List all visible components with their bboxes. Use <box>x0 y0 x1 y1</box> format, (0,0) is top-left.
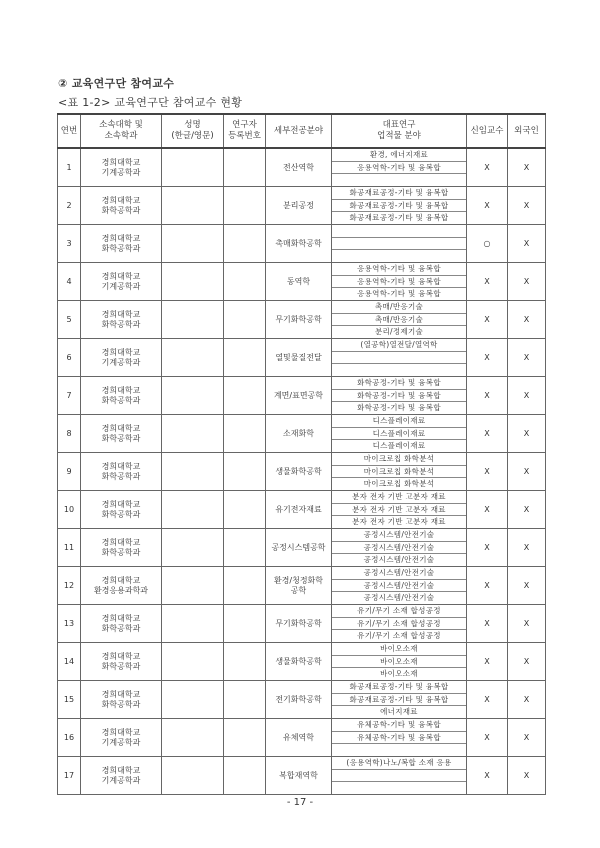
row-reg-number <box>224 339 266 377</box>
row-field: 공정시스템공학 <box>266 529 332 567</box>
row-field: 무기화학공학 <box>266 301 332 339</box>
row-new-professor: X <box>467 643 508 681</box>
research-field-line: 분자 전자 기반 고분자 재료 <box>352 517 446 527</box>
research-field-line: 화학공정-기타 및 융복합 <box>332 390 466 403</box>
research-field-line: (열공학)열전달/열역학 <box>332 339 466 352</box>
research-field-line: 마이크로칩 화학분석 <box>332 453 466 466</box>
row-department: 화학공학과 <box>101 205 141 215</box>
row-dept <box>81 187 162 225</box>
table-row <box>58 453 546 491</box>
row-university: 경희대학교 <box>101 233 141 243</box>
row-new-professor: X <box>467 719 508 757</box>
row-name <box>162 605 224 643</box>
row-foreigner: X <box>508 187 546 225</box>
row-foreigner: X <box>508 339 546 377</box>
research-field-line: 환경, 에너지재료 <box>332 149 466 162</box>
row-university: 경희대학교 <box>101 195 141 205</box>
research-field-line <box>332 174 466 186</box>
row-foreigner: X <box>508 491 546 529</box>
row-dept <box>81 681 162 719</box>
row-new-professor: X <box>467 491 508 529</box>
row-foreigner: X <box>508 567 546 605</box>
row-dept <box>81 415 162 453</box>
row-research <box>332 605 467 643</box>
row-research <box>332 187 467 225</box>
row-foreigner: X <box>508 529 546 567</box>
row-department: 화학공학과 <box>101 471 141 481</box>
row-new-professor: X <box>467 415 508 453</box>
row-name <box>162 187 224 225</box>
row-dept <box>81 339 162 377</box>
research-field-line: 공정시스템/안전기술 <box>363 593 435 603</box>
row-university: 경희대학교 <box>101 461 141 471</box>
row-dept <box>81 567 162 605</box>
row-research <box>332 719 467 757</box>
row-name <box>162 719 224 757</box>
row-field: 유기전자재료 <box>266 491 332 529</box>
research-field-line: 화학공정-기타 및 융복합 <box>332 377 466 390</box>
header-dept-line1: 소속대학 및 <box>99 120 143 131</box>
table-header-row <box>58 114 546 148</box>
research-field-line: 공정시스템/안전기술 <box>363 555 435 565</box>
research-field-line <box>332 770 466 783</box>
research-field-line: 촉매/반응기술 <box>332 301 466 314</box>
row-department: 기계공학과 <box>101 167 141 177</box>
row-department: 기계공학과 <box>101 357 141 367</box>
table-row <box>58 529 546 567</box>
research-field-line: 공정시스템/안전기술 <box>332 529 466 542</box>
row-new-professor: X <box>467 453 508 491</box>
row-foreigner: X <box>508 415 546 453</box>
table-row <box>58 301 546 339</box>
row-name <box>162 757 224 795</box>
table-row <box>58 643 546 681</box>
header-name <box>162 114 224 148</box>
research-field-line: 마이크로칩 화학분석 <box>332 466 466 479</box>
table-row <box>58 187 546 225</box>
header-foreign: 외국인 <box>508 114 546 148</box>
row-dept <box>81 148 162 187</box>
research-field-line: 촉매/반응기술 <box>332 314 466 327</box>
row-number: 12 <box>58 567 81 605</box>
table-row <box>58 339 546 377</box>
row-name <box>162 339 224 377</box>
table-row <box>58 225 546 263</box>
header-reg-line2: 등록번호 <box>228 131 261 141</box>
row-new-professor: X <box>467 605 508 643</box>
row-new-professor: X <box>467 757 508 795</box>
research-field-line <box>332 238 466 251</box>
research-field-line <box>332 250 466 262</box>
row-department: 화학공학과 <box>101 509 141 519</box>
header-new: 신임교수 <box>467 114 508 148</box>
row-number: 11 <box>58 529 81 567</box>
row-reg-number <box>224 415 266 453</box>
header-research <box>332 114 467 148</box>
research-field-line: 화공재료공정-기타 및 융복합 <box>332 187 466 200</box>
row-university: 경희대학교 <box>101 423 141 433</box>
research-field-line: 유기/무기 소재 합성공정 <box>332 618 466 631</box>
row-university: 경희대학교 <box>101 727 141 737</box>
row-research <box>332 491 467 529</box>
row-field: 열및물질전달 <box>266 339 332 377</box>
row-dept <box>81 301 162 339</box>
row-new-professor: X <box>467 339 508 377</box>
row-research <box>332 415 467 453</box>
row-university: 경희대학교 <box>101 347 141 357</box>
row-reg-number <box>224 187 266 225</box>
header-research-line1: 대표연구 <box>382 120 416 131</box>
research-field-line: 에너지재료 <box>380 707 418 717</box>
row-research <box>332 377 467 415</box>
header-research-line2: 업적물 분야 <box>377 131 421 141</box>
header-reg-line1: 연구자 <box>232 120 257 131</box>
row-new-professor: X <box>467 148 508 187</box>
row-number: 6 <box>58 339 81 377</box>
row-new-professor: X <box>467 681 508 719</box>
row-number: 4 <box>58 263 81 301</box>
row-name <box>162 225 224 263</box>
row-field: 소재화학 <box>266 415 332 453</box>
row-name <box>162 377 224 415</box>
research-field-line: 공정시스템/안전기술 <box>332 542 466 555</box>
row-dept <box>81 643 162 681</box>
page-number: - 17 - <box>286 797 314 808</box>
research-field-line: 응용역학-기타 및 융복합 <box>332 276 466 289</box>
table-caption: <표 1-2> 교육연구단 참여교수 현황 <box>58 96 243 109</box>
row-foreigner: X <box>508 453 546 491</box>
row-name <box>162 301 224 339</box>
row-foreigner: X <box>508 301 546 339</box>
row-reg-number <box>224 529 266 567</box>
row-university: 경희대학교 <box>101 157 141 167</box>
research-field-line: 유기/무기 소재 합성공정 <box>332 605 466 618</box>
row-new-professor: X <box>467 301 508 339</box>
row-reg-number <box>224 491 266 529</box>
row-reg-number <box>224 377 266 415</box>
row-dept <box>81 529 162 567</box>
row-dept <box>81 757 162 795</box>
row-department: 기계공학과 <box>101 281 141 291</box>
row-name <box>162 643 224 681</box>
research-field-line: 디스플레이재료 <box>372 441 426 451</box>
row-field: 촉매화학공학 <box>266 225 332 263</box>
header-field: 세부전공분야 <box>266 114 332 148</box>
row-foreigner: X <box>508 148 546 187</box>
row-university: 경희대학교 <box>101 575 141 585</box>
row-field: 분리공정 <box>266 187 332 225</box>
research-field-line <box>332 744 466 756</box>
row-field: 생물화학공학 <box>266 453 332 491</box>
research-field-line: 바이오소재 <box>380 669 418 679</box>
row-dept <box>81 491 162 529</box>
table-row <box>58 263 546 301</box>
row-research <box>332 225 467 263</box>
row-reg-number <box>224 719 266 757</box>
row-department: 화학공학과 <box>101 623 141 633</box>
research-field-line: 디스플레이재료 <box>332 428 466 441</box>
table-row <box>58 681 546 719</box>
row-new-professor: X <box>467 377 508 415</box>
row-reg-number <box>224 757 266 795</box>
table-row <box>58 719 546 757</box>
row-new-professor: X <box>467 263 508 301</box>
row-university: 경희대학교 <box>101 271 141 281</box>
row-research <box>332 567 467 605</box>
row-number: 7 <box>58 377 81 415</box>
row-field: 동역학 <box>266 263 332 301</box>
row-department: 환경응용과학과 <box>93 585 149 595</box>
research-field-line: 마이크로칩 화학분석 <box>363 479 435 489</box>
row-new-professor: X <box>467 187 508 225</box>
row-foreigner: X <box>508 263 546 301</box>
row-foreigner: X <box>508 681 546 719</box>
row-field: 유체역학 <box>266 719 332 757</box>
row-university: 경희대학교 <box>101 765 141 775</box>
row-research <box>332 681 467 719</box>
row-reg-number <box>224 643 266 681</box>
row-dept <box>81 605 162 643</box>
row-number: 10 <box>58 491 81 529</box>
row-number: 2 <box>58 187 81 225</box>
row-number: 14 <box>58 643 81 681</box>
row-reg-number <box>224 301 266 339</box>
row-new-professor: X <box>467 567 508 605</box>
research-field-line: 바이오소재 <box>332 643 466 656</box>
row-field: 무기화학공학 <box>266 605 332 643</box>
table-row <box>58 148 546 187</box>
row-department: 화학공학과 <box>101 547 141 557</box>
row-number: 15 <box>58 681 81 719</box>
research-field-line: 공정시스템/안전기술 <box>332 567 466 580</box>
row-reg-number <box>224 567 266 605</box>
row-reg-number <box>224 605 266 643</box>
row-research <box>332 339 467 377</box>
research-field-line: 분리/정제기술 <box>374 327 424 337</box>
row-university: 경희대학교 <box>101 309 141 319</box>
table-row <box>58 567 546 605</box>
row-foreigner: X <box>508 377 546 415</box>
row-number: 8 <box>58 415 81 453</box>
row-dept <box>81 719 162 757</box>
row-department: 화학공학과 <box>101 433 141 443</box>
row-department: 화학공학과 <box>101 661 141 671</box>
research-field-line: 화공재료공정-기타 및 융복합 <box>332 694 466 707</box>
row-university: 경희대학교 <box>101 613 141 623</box>
table-row <box>58 491 546 529</box>
row-reg-number <box>224 263 266 301</box>
row-university: 경희대학교 <box>101 385 141 395</box>
row-number: 1 <box>58 148 81 187</box>
row-foreigner: X <box>508 605 546 643</box>
row-dept <box>81 225 162 263</box>
row-university: 경희대학교 <box>101 689 141 699</box>
row-new-professor: X <box>467 529 508 567</box>
row-department: 화학공학과 <box>101 395 141 405</box>
table-row <box>58 415 546 453</box>
row-name <box>162 567 224 605</box>
row-university: 경희대학교 <box>101 651 141 661</box>
row-number: 3 <box>58 225 81 263</box>
research-field-line: 분자 전자 기반 고분자 재료 <box>332 504 466 517</box>
row-reg-number <box>224 453 266 491</box>
row-foreigner: X <box>508 719 546 757</box>
research-field-line <box>332 364 466 376</box>
header-dept-line2: 소속학과 <box>104 131 138 141</box>
row-research <box>332 263 467 301</box>
row-field: 전기화학공학 <box>266 681 332 719</box>
research-field-line: 유체공학-기타 및 융복합 <box>332 719 466 732</box>
row-number: 5 <box>58 301 81 339</box>
research-field-line: (응용역학)나노/복합 소재 응용 <box>332 757 466 770</box>
header-name-line1: 성명 <box>184 120 201 131</box>
research-field-line: 디스플레이재료 <box>332 415 466 428</box>
table-body <box>58 148 546 795</box>
row-number: 9 <box>58 453 81 491</box>
row-field: 환경/청정화학 공학 <box>266 567 332 605</box>
research-field-line: 유체공학-기타 및 융복합 <box>332 732 466 745</box>
row-new-professor: ○ <box>467 225 508 263</box>
row-department: 화학공학과 <box>101 699 141 709</box>
row-research <box>332 301 467 339</box>
row-dept <box>81 453 162 491</box>
row-name <box>162 529 224 567</box>
research-field-line: 화공재료공정-기타 및 융복합 <box>332 681 466 694</box>
section-heading: ② 교육연구단 참여교수 <box>58 77 175 90</box>
row-foreigner: X <box>508 643 546 681</box>
research-field-line: 응용역학-기타 및 융복합 <box>332 263 466 276</box>
header-reg <box>224 114 266 148</box>
row-number: 17 <box>58 757 81 795</box>
research-field-line <box>332 352 466 365</box>
row-research <box>332 148 467 187</box>
research-field-line: 화학공정-기타 및 융복합 <box>357 403 441 413</box>
faculty-table <box>57 113 546 795</box>
row-research <box>332 529 467 567</box>
row-number: 13 <box>58 605 81 643</box>
research-field-line <box>332 782 466 794</box>
header-name-line2: (한글/영문) <box>171 131 214 141</box>
row-field: 전산역학 <box>266 148 332 187</box>
row-name <box>162 148 224 187</box>
row-number: 16 <box>58 719 81 757</box>
research-field-line: 화공재료공정-기타 및 융복합 <box>332 200 466 213</box>
row-department: 기계공학과 <box>101 775 141 785</box>
row-foreigner: X <box>508 225 546 263</box>
row-foreigner: X <box>508 757 546 795</box>
row-name <box>162 491 224 529</box>
row-reg-number <box>224 681 266 719</box>
row-field: 계면/표면공학 <box>266 377 332 415</box>
row-reg-number <box>224 148 266 187</box>
table-row <box>58 757 546 795</box>
header-dept <box>81 114 162 148</box>
row-research <box>332 757 467 795</box>
row-name <box>162 263 224 301</box>
row-dept <box>81 377 162 415</box>
row-reg-number <box>224 225 266 263</box>
research-field-line: 응용역학-기타 및 융복합 <box>357 289 441 299</box>
row-department: 화학공학과 <box>101 243 141 253</box>
research-field-line: 응용역학-기타 및 융복합 <box>332 162 466 175</box>
research-field-line: 화공재료공정-기타 및 융복합 <box>349 213 449 223</box>
row-research <box>332 453 467 491</box>
row-name <box>162 681 224 719</box>
table-row <box>58 605 546 643</box>
row-university: 경희대학교 <box>101 499 141 509</box>
research-field-line <box>332 225 466 238</box>
research-field-line: 공정시스템/안전기술 <box>332 580 466 593</box>
row-name <box>162 453 224 491</box>
table-row <box>58 377 546 415</box>
research-field-line: 바이오소재 <box>332 656 466 669</box>
row-university: 경희대학교 <box>101 537 141 547</box>
row-department: 기계공학과 <box>101 737 141 747</box>
research-field-line: 유기/무기 소재 합성공정 <box>357 631 441 641</box>
research-field-line: 분자 전자 기반 고분자 재료 <box>332 491 466 504</box>
row-department: 화학공학과 <box>101 319 141 329</box>
row-dept <box>81 263 162 301</box>
row-research <box>332 643 467 681</box>
row-field: 복합재역학 <box>266 757 332 795</box>
row-name <box>162 415 224 453</box>
header-no: 연번 <box>58 114 81 148</box>
row-field: 생물화학공학 <box>266 643 332 681</box>
